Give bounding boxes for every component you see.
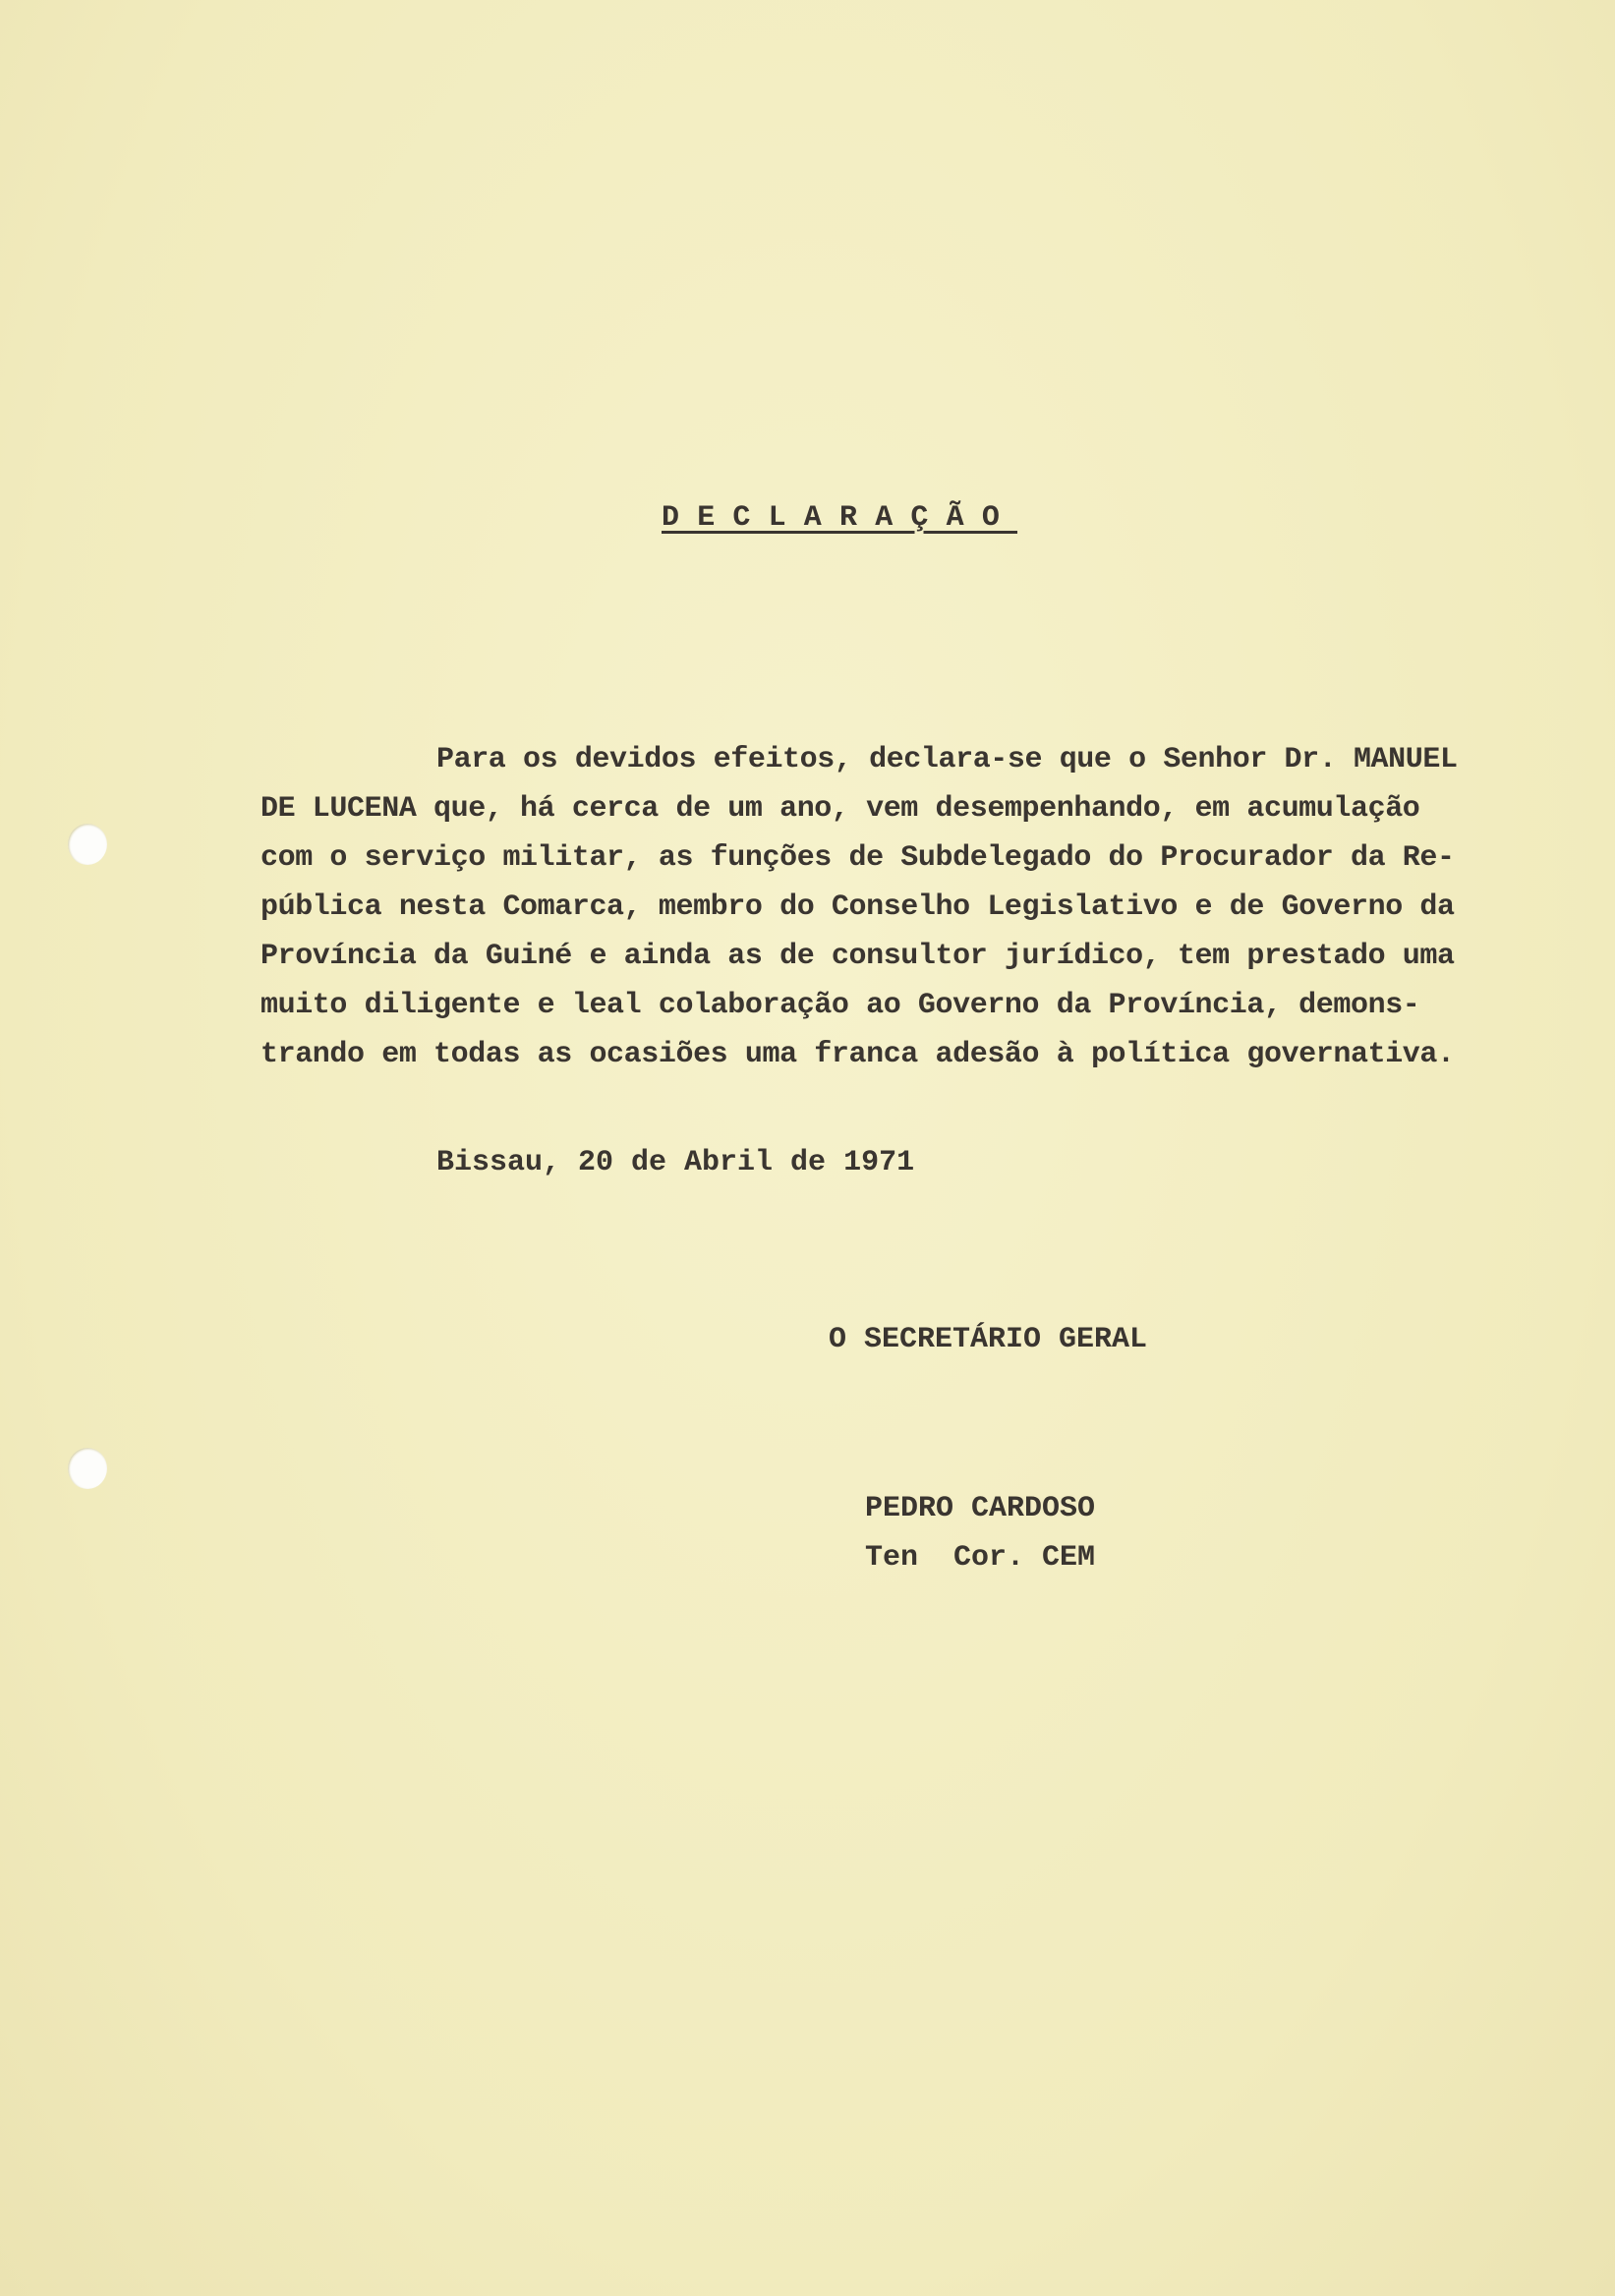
punch-hole-top bbox=[68, 824, 107, 865]
signatory-rank: Ten Cor. CEM bbox=[865, 1541, 1096, 1575]
body-line: Província da Guiné e ainda as de consultor jurídico, tem prestado uma bbox=[260, 940, 1455, 973]
punch-hole-bottom bbox=[68, 1448, 107, 1489]
signatory-name: PEDRO CARDOSO bbox=[865, 1492, 1096, 1525]
declaration-body bbox=[260, 735, 1538, 1079]
body-line: Para os devidos efeitos, declara-se que o Senhor Dr. MANUEL bbox=[436, 743, 1458, 776]
body-line: pública nesta Comarca, membro do Conselho Legislativo e de Governo da bbox=[260, 890, 1455, 924]
body-line: muito diligente e leal colaboração ao Governo da Província, demons- bbox=[260, 989, 1420, 1022]
document-title: DECLARAÇÃO bbox=[662, 501, 1018, 535]
body-line: trando em todas as ocasiões uma franca adesão à política governativa. bbox=[260, 1038, 1455, 1071]
body-line: com o serviço militar, as funções de Subdelegado do Procurador da Re- bbox=[260, 841, 1455, 875]
date-line: Bissau, 20 de Abril de 1971 bbox=[436, 1146, 915, 1179]
body-line: DE LUCENA que, há cerca de um ano, vem desempenhando, em acumulação bbox=[260, 792, 1420, 826]
signatory-title: O SECRETÁRIO GERAL bbox=[829, 1323, 1148, 1356]
